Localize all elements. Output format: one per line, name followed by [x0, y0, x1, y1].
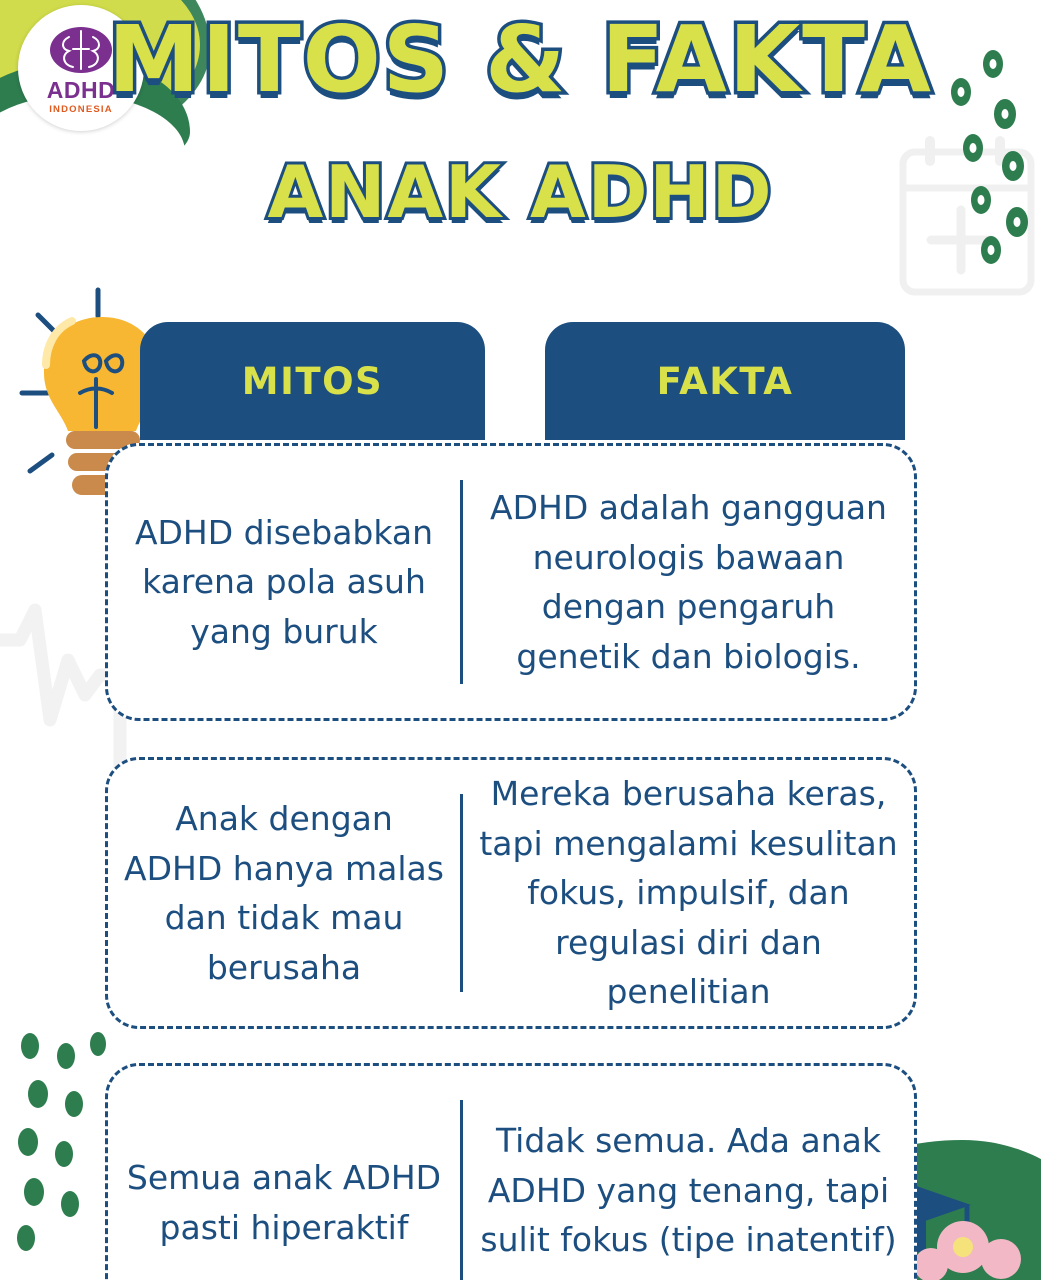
column-header-fakta: FAKTA: [545, 322, 905, 440]
page-title: MITOS & FAKTA: [108, 6, 933, 113]
myth-cell: Anak dengan ADHD hanya malas dan tidak mau berusaha: [124, 799, 444, 987]
logo-title: ADHD: [46, 77, 116, 103]
column-header-mitos: MITOS: [140, 322, 485, 440]
page-subtitle: ANAK ADHD: [267, 150, 774, 234]
table-row: [105, 757, 917, 1029]
myth-cell: Semua anak ADHD pasti hiperaktif: [126, 1158, 442, 1247]
myth-cell: ADHD disebabkan karena pola asuh yang buruk: [134, 512, 434, 651]
fact-cell: Tidak semua. Ada anak ADHD yang tenang, tapi sulit fokus (tipe inatentif): [480, 1121, 897, 1260]
table-row: [105, 1063, 917, 1280]
fact-cell: ADHD adalah gangguan neurologis bawaan dengan pengaruh genetik dan biologis.: [490, 488, 887, 676]
fact-cell: Mereka berusaha keras, tapi mengalami kesulitan fokus, impulsif, dan regulasi diri dan penelitian: [479, 774, 898, 1012]
logo-subtitle: INDONESIA: [49, 104, 113, 115]
table-row: [105, 443, 917, 721]
